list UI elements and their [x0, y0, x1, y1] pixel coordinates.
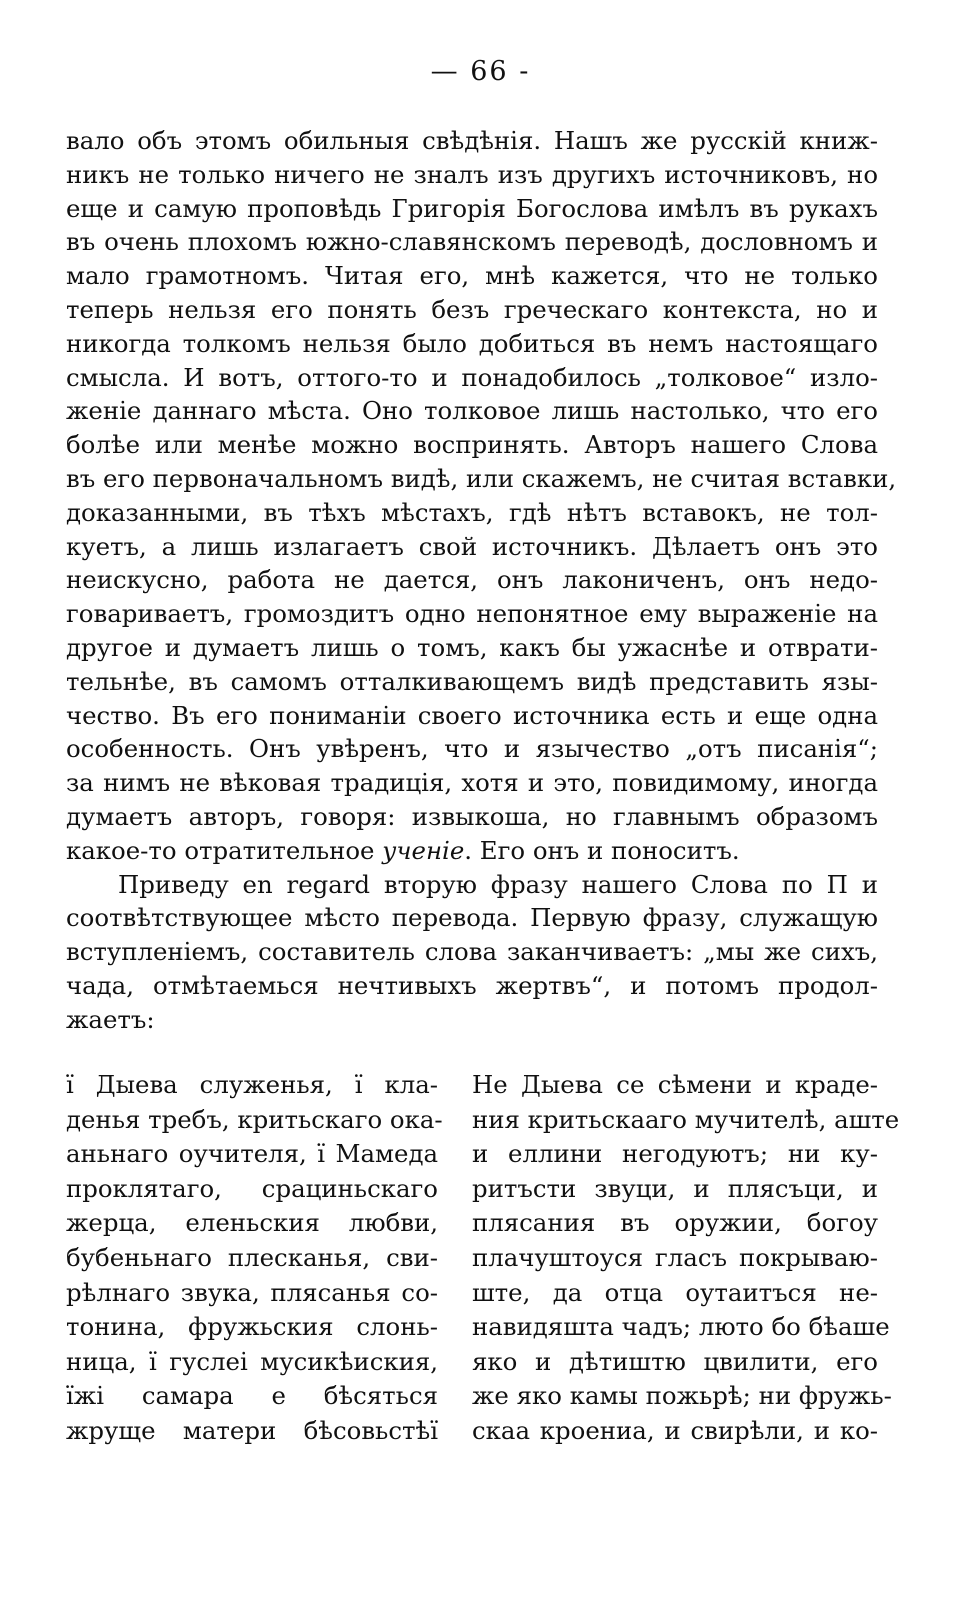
text-line: бубеньнаго плесканья, сви-	[66, 1242, 438, 1272]
text-line: денья требъ, критьскаго ока-	[66, 1104, 443, 1134]
text-line: и еллини негодуютъ; ни ку-	[472, 1139, 878, 1169]
text-line: же яко камы пожьрѣ; ни фружь-	[472, 1381, 892, 1411]
text-line: плачуштоуся гласъ покрываю-	[472, 1242, 878, 1272]
text-line: тельнѣе, въ самомъ отталкивающемъ видѣ представить язы-	[66, 666, 878, 696]
text-line: жерца, еленьския любви,	[66, 1208, 438, 1238]
text-line: никогда толкомъ нельзя было добиться въ немъ настоящаго	[66, 328, 878, 358]
text-line: за нимъ не вѣковая традиція, хотя и это, повидимому, иногда	[66, 768, 878, 798]
text-line: ния критьскааго мучителѣ, аште	[472, 1104, 900, 1134]
text-line: плясания въ оружии, богоу	[472, 1208, 878, 1238]
text-line: ница, ї гуслеі мусикѣиския,	[66, 1346, 438, 1376]
text-line: ште, да отца оутаитъся не-	[472, 1277, 878, 1307]
text-line: думаетъ авторъ, говоря: извыкоша, но главнымъ образомъ	[66, 801, 878, 831]
text-line: рѣлнаго звука, плясанья со-	[66, 1277, 438, 1307]
text-line: Приведу en regard вторую фразу нашего Слова по П и	[118, 869, 878, 899]
text-line: чада, отмѣтаемься нечтивыхъ жертвъ“, и потомъ продол-	[66, 970, 878, 1000]
italic-word: ученіе	[382, 835, 465, 865]
text-line: навидяшта чадъ; люто бо бѣаше	[472, 1312, 890, 1342]
text-line: проклятаго, срациньскаго	[66, 1173, 438, 1203]
text-line: никъ не только ничего не зналъ изъ другихъ источниковъ, но	[66, 159, 878, 189]
body-text	[66, 124, 897, 1037]
paragraph-1-last-line	[66, 834, 878, 868]
text-line: вало объ этомъ обильныя свѣдѣнія. Нашъ же русскій книж-	[66, 126, 878, 155]
column-left-slavonic	[66, 1068, 443, 1449]
text-line: жруще матери бѣсовьстѣї	[66, 1415, 438, 1445]
text-line: говариваетъ, громоздитъ одно непонятное ему выраженіе на	[66, 599, 878, 629]
text-line: ритъсти звуци, и плясъци, и	[472, 1173, 878, 1203]
text-line: въ его первоначальномъ видѣ, или скажемъ, не считая вставки,	[66, 463, 897, 493]
text-line: другое и думаетъ лишь о томъ, какъ бы ужаснѣе и отврати-	[66, 632, 878, 662]
text-line: доказанными, въ тѣхъ мѣстахъ, гдѣ нѣтъ вставокъ, не тол-	[66, 497, 878, 527]
text-line: жаетъ:	[66, 1004, 155, 1034]
text-line: їжі самара е бѣсяться	[66, 1381, 438, 1411]
text-line: болѣе или менѣе можно воспринять. Авторъ нашего Слова	[66, 430, 878, 460]
text-line: мало грамотномъ. Читая его, мнѣ кажется, что не только	[66, 261, 878, 291]
text-line: скаа кроениа, и свирѣли, и ко-	[472, 1415, 878, 1445]
text-line: въ очень плохомъ южно-славянскомъ переводѣ, дословномъ и	[66, 227, 878, 257]
paragraph-2	[66, 868, 878, 1037]
text-line: неискусно, работа не дается, онъ лакониченъ, онъ недо-	[66, 565, 878, 595]
text-line: аньнаго оучителя, ї Мамеда	[66, 1139, 438, 1169]
text-line: ї Дыева служенья, ї кла-	[66, 1070, 438, 1099]
text-segment: . Его онъ и поноситъ.	[464, 835, 740, 865]
text-line: Не Дыева се сѣмени и краде-	[472, 1070, 878, 1099]
column-right-translation	[472, 1068, 900, 1449]
text-line: соотвѣтствующее мѣсто перевода. Первую фразу, служащую	[66, 903, 878, 933]
text-line: яко и дѣтиштю цвилити, его	[472, 1346, 878, 1376]
text-line: особенность. Онъ увѣренъ, что и язычество „отъ писанія“;	[66, 734, 878, 764]
text-line: чество. Въ его пониманіи своего источника есть и еще одна	[66, 700, 878, 730]
text-line: тонина, фружьския слонь-	[66, 1312, 438, 1342]
text-line: женіе даннаго мѣста. Оно толковое лишь настолько, что его	[66, 396, 878, 426]
text-line: еще и самую проповѣдь Григорія Богослова имѣлъ въ рукахъ	[66, 193, 878, 223]
page-number: — 66 -	[430, 56, 531, 87]
text-line: куетъ, а лишь излагаетъ свой источникъ. Дѣлаетъ онъ это	[66, 531, 878, 561]
text-line: теперь нельзя его понять безъ греческаго контекста, но и	[66, 294, 878, 324]
paragraph-1	[66, 124, 897, 834]
text-line: вступленіемъ, составитель слова заканчиваетъ: „мы же сихъ,	[66, 937, 878, 967]
text-segment: какое-то отратительное	[66, 835, 383, 865]
text-line: смысла. И вотъ, оттого-то и понадобилось „толковое“ изло-	[66, 362, 878, 392]
